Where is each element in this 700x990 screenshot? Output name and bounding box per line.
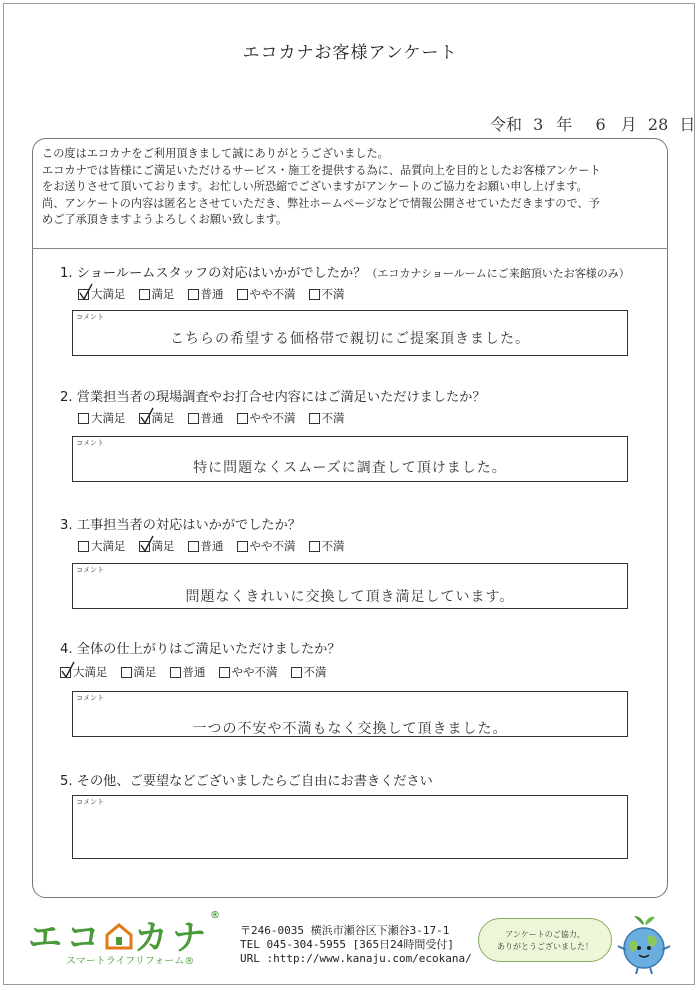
option-3-1[interactable] — [78, 538, 126, 554]
intro-line: この度はエコカナをご利用頂きまして誠にありがとうございました。 — [42, 147, 389, 160]
question-3-comment-box[interactable] — [72, 563, 628, 609]
checkbox[interactable] — [309, 541, 320, 552]
intro-text — [42, 146, 662, 229]
date-year: 3 — [533, 115, 544, 134]
question-5-text: 5. その他、ご要望などございましたらご自由にお書きください — [60, 774, 433, 789]
option-1-1[interactable] — [78, 286, 126, 302]
option-1-2[interactable] — [139, 286, 175, 302]
divider — [32, 248, 668, 249]
option-1-5[interactable] — [309, 286, 345, 302]
question-1-note: （エコカナショールームにご来館頂いたお客様のみ） — [366, 267, 630, 280]
checkbox[interactable] — [139, 289, 150, 300]
logo-text-left: エコ — [28, 918, 104, 958]
question-5 — [60, 770, 433, 789]
logo-subtitle: スマートライフリフォーム® — [66, 956, 195, 967]
date-year-unit: 年 — [556, 115, 573, 134]
page-title: エコカナお客様アンケート — [242, 43, 458, 63]
option-2-1[interactable] — [78, 410, 126, 426]
question-3 — [60, 514, 301, 533]
option-label: やや不満 — [231, 665, 278, 679]
checkbox[interactable] — [309, 289, 320, 300]
comment-label: コメント — [76, 694, 104, 702]
question-1-text: 1. ショールームスタッフの対応はいかがでしたか？ — [60, 266, 367, 281]
option-4-1[interactable] — [60, 664, 108, 680]
checkbox[interactable] — [78, 541, 89, 552]
checkmark-icon — [139, 407, 155, 425]
question-1-comment-box[interactable] — [72, 310, 628, 356]
thanks-line-2: ありがとうございました！ — [497, 942, 593, 951]
logo-registered-mark: ® — [210, 910, 220, 921]
option-3-2[interactable] — [139, 538, 175, 554]
checkbox[interactable] — [170, 667, 181, 678]
option-label: 不満 — [321, 287, 345, 301]
question-1-comment: こちらの希望する価格帯で親切にご提案頂きました。 — [170, 331, 530, 347]
date-era: 令和 — [490, 115, 523, 134]
option-4-3[interactable] — [170, 664, 206, 680]
option-label: やや不満 — [249, 539, 296, 553]
checkbox[interactable] — [60, 667, 71, 678]
option-label: 大満足 — [91, 539, 126, 553]
website-url[interactable]: URL :http://www.kanaju.com/ecokana/ — [240, 952, 472, 965]
option-label: 大満足 — [73, 665, 108, 679]
option-label: 満足 — [151, 411, 175, 425]
date-month-unit: 月 — [620, 115, 637, 134]
checkbox[interactable] — [78, 413, 89, 424]
question-5-comment-box[interactable] — [72, 795, 628, 859]
question-2-options — [78, 410, 358, 426]
intro-line: 尚、アンケートの内容は匿名とさせていただき、弊社ホームページなどで情報公開させていただきますので、予 — [42, 196, 600, 210]
option-2-3[interactable] — [188, 410, 224, 426]
question-4 — [60, 638, 341, 657]
option-1-3[interactable] — [188, 286, 224, 302]
comment-label: コメント — [76, 439, 104, 447]
date-day: 28 — [647, 115, 669, 134]
question-4-options — [60, 664, 340, 680]
option-label: 普通 — [182, 665, 206, 679]
checkbox[interactable] — [237, 289, 248, 300]
option-label: 普通 — [200, 539, 224, 553]
thanks-bubble — [478, 918, 612, 962]
question-3-comment: 問題なくきれいに交換して頂き満足しています。 — [185, 589, 515, 605]
option-4-5[interactable] — [291, 664, 327, 680]
option-label: 大満足 — [91, 287, 126, 301]
option-2-5[interactable] — [309, 410, 345, 426]
option-label: 不満 — [303, 665, 327, 679]
checkbox[interactable] — [121, 667, 132, 678]
thanks-line-1: アンケートのご協力、 — [505, 930, 585, 939]
option-label: 不満 — [321, 411, 345, 425]
question-2-comment: 特に問題なくスムーズに調査して頂けました。 — [193, 460, 507, 476]
option-3-5[interactable] — [309, 538, 345, 554]
option-label: 満足 — [133, 665, 157, 679]
intro-line: めご了承頂きますようよろしくお願い致します。 — [42, 213, 288, 226]
option-3-3[interactable] — [188, 538, 224, 554]
phone-number: TEL 045-304-5955 [365日24時間受付] — [240, 938, 454, 951]
option-label: 不満 — [321, 539, 345, 553]
checkmark-icon — [78, 283, 94, 301]
option-2-4[interactable] — [237, 410, 296, 426]
comment-label: コメント — [76, 566, 104, 574]
intro-line: エコカナでは皆様にご満足いただけるサービス・施工を提供する為に、品質向上を目的としたお客様アンケート — [42, 163, 601, 177]
checkbox[interactable] — [237, 541, 248, 552]
option-1-4[interactable] — [237, 286, 296, 302]
intro-line: をお送りさせて頂いております。お忙しい所恐縮でございますがアンケートのご協力をお願い申し上げます。 — [42, 180, 588, 193]
checkbox[interactable] — [219, 667, 230, 678]
comment-label: コメント — [76, 313, 104, 321]
question-4-comment-box[interactable] — [72, 691, 628, 737]
checkbox[interactable] — [237, 413, 248, 424]
question-2-text: 2. 営業担当者の現場調査やお打合せ内容にはご満足いただけましたか？ — [60, 390, 486, 405]
option-label: やや不満 — [249, 287, 296, 301]
earth-mascot-icon — [612, 910, 676, 976]
comment-label: コメント — [76, 798, 104, 806]
checkbox[interactable] — [139, 541, 150, 552]
option-label: 満足 — [151, 287, 175, 301]
survey-date — [490, 112, 695, 135]
option-label: 普通 — [200, 287, 224, 301]
checkbox[interactable] — [188, 413, 199, 424]
checkbox[interactable] — [78, 289, 89, 300]
company-address — [240, 924, 472, 966]
question-3-text: 3. 工事担当者の対応はいかがでしたか？ — [60, 518, 301, 533]
option-3-4[interactable] — [237, 538, 296, 554]
option-label: やや不満 — [249, 411, 296, 425]
checkbox[interactable] — [309, 413, 320, 424]
option-label: 普通 — [200, 411, 224, 425]
question-2-comment-box[interactable] — [72, 436, 628, 482]
option-4-2[interactable] — [121, 664, 157, 680]
ecokana-logo — [28, 910, 218, 970]
postal-address: 〒246-0035 横浜市瀬谷区下瀬谷3-17-1 — [240, 924, 450, 937]
checkmark-icon — [60, 661, 76, 679]
question-4-comment: 一つの不安や不満もなく交換して頂きました。 — [192, 721, 508, 737]
checkbox[interactable] — [188, 289, 199, 300]
checkbox[interactable] — [188, 541, 199, 552]
checkbox[interactable] — [139, 413, 150, 424]
option-label: 大満足 — [91, 411, 126, 425]
option-4-4[interactable] — [219, 664, 278, 680]
question-1-options — [78, 286, 358, 302]
checkmark-icon — [139, 535, 155, 553]
question-2 — [60, 386, 486, 405]
date-day-unit: 日 — [679, 115, 696, 134]
question-3-options — [78, 538, 358, 554]
checkbox[interactable] — [291, 667, 302, 678]
option-2-2[interactable] — [139, 410, 175, 426]
question-4-text: 4. 全体の仕上がりはご満足いただけましたか？ — [60, 642, 341, 657]
house-icon — [104, 920, 134, 950]
option-label: 満足 — [151, 539, 175, 553]
date-month: 6 — [595, 115, 606, 134]
question-1 — [60, 262, 630, 281]
logo-text-right: カナ — [134, 918, 210, 958]
